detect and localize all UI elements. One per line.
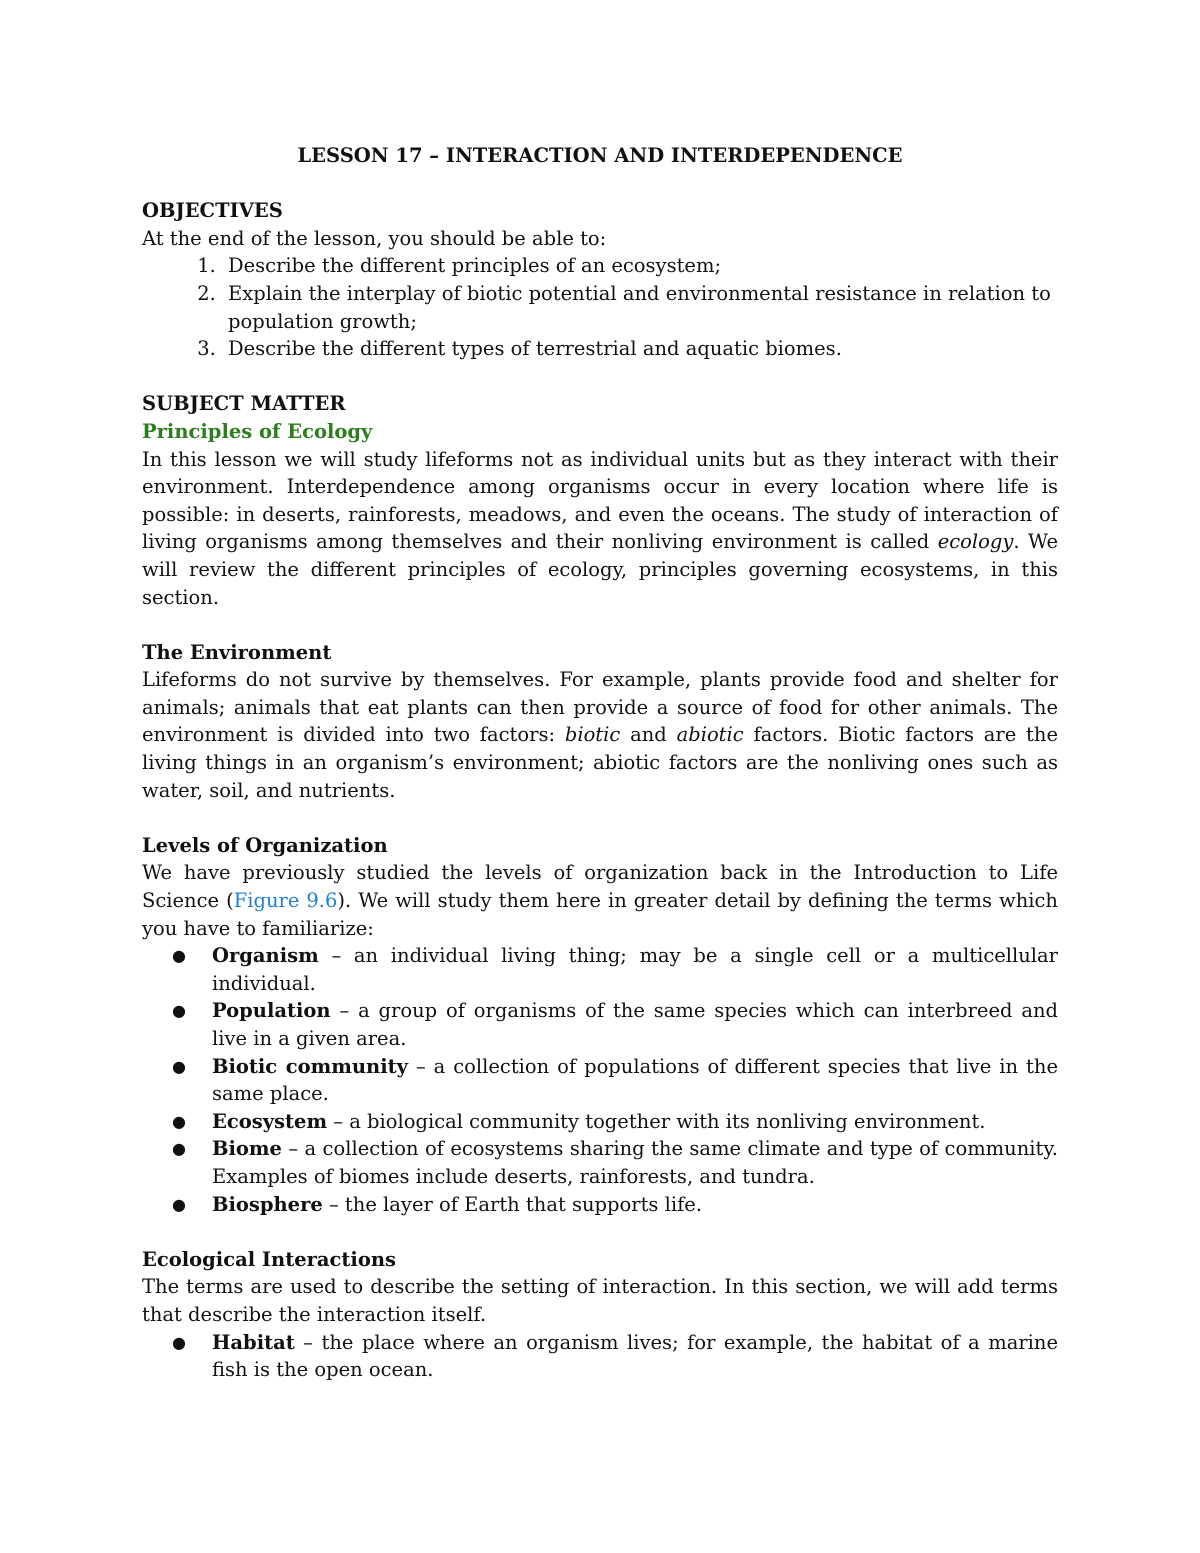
bullet-icon: ● [172, 946, 186, 966]
list-item [172, 1135, 1058, 1190]
environment-paragraph [142, 666, 1058, 804]
levels-paragraph [142, 859, 1058, 942]
environment-text-b: factors. Biotic factors are the living things in an organism’s environment; abiotic factors are the nonliving ones such as water, soil, and nutrients. [142, 723, 1058, 802]
levels-text-b: ). We will study them here in greater detail by defining the terms which you have to familiarize: [142, 889, 1058, 940]
list-item [172, 1329, 1058, 1384]
term-label: Organism [212, 944, 319, 968]
objective-item: 3. Describe the different types of terrestrial and aquatic biomes. [222, 335, 1058, 363]
term-label: Ecosystem [212, 1109, 328, 1133]
objective-item: 2. Explain the interplay of biotic potential and environmental resistance in relation to population growth; [222, 280, 1058, 335]
objectives-list [142, 252, 1058, 362]
abiotic-term: abiotic [676, 723, 744, 747]
objectives-heading: OBJECTIVES [142, 199, 283, 223]
biotic-term: biotic [564, 723, 621, 747]
list-item [172, 1191, 1058, 1219]
interactions-heading: Ecological Interactions [142, 1247, 396, 1271]
principles-of-ecology-subheading: Principles of Ecology [142, 419, 373, 443]
term-description: – the layer of Earth that supports life. [322, 1192, 703, 1216]
bullet-icon: ● [172, 1001, 186, 1021]
term-description: – a group of organisms of the same species which can interbreed and live in a given area. [212, 999, 1058, 1050]
bullet-icon: ● [172, 1332, 186, 1352]
figure-link[interactable]: Figure 9.6 [233, 889, 338, 913]
subject-matter-heading: SUBJECT MATTER [142, 392, 346, 416]
objective-item: 1. Describe the different principles of an ecosystem; [222, 252, 1058, 280]
bullet-icon: ● [172, 1139, 186, 1159]
page-content [142, 142, 1058, 1384]
term-label: Biome [212, 1137, 282, 1161]
term-label: Habitat [212, 1330, 295, 1354]
interactions-list [142, 1329, 1058, 1384]
levels-text-a: We have previously studied the levels of organization back in the Introduction to Life Science ( [142, 861, 1058, 913]
term-description: – the place where an organism lives; for example, the habitat of a marine fish is the open ocean. [212, 1330, 1058, 1382]
list-item [172, 1108, 1058, 1136]
principles-text-end: . We will review the different principles of ecology, principles governing ecosystems, in this section. [142, 530, 1058, 609]
lesson-title: LESSON 17 – INTERACTION AND INTERDEPENDENCE [297, 144, 903, 167]
interactions-paragraph: The terms are used to describe the setting of interaction. In this section, we will add terms that describe the interaction itself. [142, 1275, 1058, 1326]
term-description: – an individual living thing; may be a single cell or a multicellular individual. [212, 944, 1058, 995]
principles-text: In this lesson we will study lifeforms not as individual units but as they interact with their environment. Interdependence among organisms occur in every location where life is possible: in deserts, rainforests, meadows, and even the oceans. The study of interaction of living organisms among themselves and their nonliving environment is called [142, 447, 1058, 554]
term-label: Biosphere [212, 1192, 323, 1216]
bullet-icon: ● [172, 1056, 186, 1076]
bullet-icon: ● [172, 1111, 186, 1131]
bullet-icon: ● [172, 1194, 186, 1214]
levels-list [142, 942, 1058, 1218]
list-item [172, 1053, 1058, 1108]
levels-heading: Levels of Organization [142, 833, 388, 857]
environment-text-a: Lifeforms do not survive by themselves. For example, plants provide food and shelter for animals; animals that eat plants can then provide a source of food for other animals. The environment is divided into two factors: [142, 668, 1058, 747]
environment-heading: The Environment [142, 640, 332, 664]
list-item [172, 942, 1058, 997]
ecology-term: ecology [937, 530, 1014, 554]
term-description: – a collection of ecosystems sharing the same climate and type of community. Examples of biomes include deserts, rainforests, and tundra. [212, 1137, 1058, 1188]
term-label: Biotic community [212, 1054, 408, 1078]
term-description: – a collection of populations of different species that live in the same place. [212, 1054, 1058, 1106]
term-label: Population [212, 999, 331, 1023]
environment-text-and: and [630, 723, 667, 747]
principles-paragraph [142, 446, 1058, 612]
objectives-intro: At the end of the lesson, you should be able to: [142, 226, 607, 250]
term-description: – a biological community together with its nonliving environment. [327, 1109, 986, 1133]
list-item [172, 997, 1058, 1052]
